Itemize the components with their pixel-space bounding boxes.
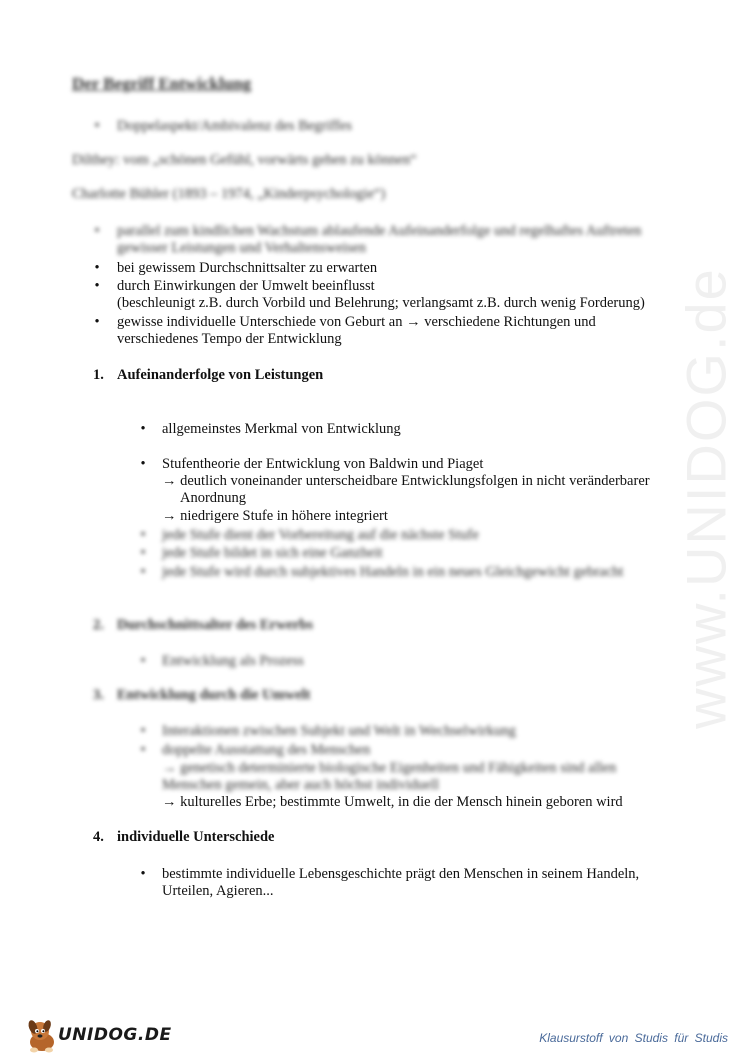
- arrow-line: → deutlich voneinander unterscheidbare Entwicklungsfolgen in nicht veränderbarer: [162, 473, 650, 489]
- bullet-marker: •: [94, 223, 100, 239]
- list-item: Entwicklung als Prozess: [162, 653, 304, 669]
- footer-tagline: Klausurstoff von Studis für Studis: [539, 1031, 728, 1045]
- list-item: jede Stufe dient der Vorbereitung auf die nächste Stufe: [162, 527, 479, 543]
- list-item: gewisse individuelle Unterschiede von Geburt an → verschiedene Richtungen und: [117, 314, 596, 330]
- bullet-marker: •: [140, 723, 146, 739]
- list-item: allgemeinstes Merkmal von Entwicklung: [162, 421, 401, 437]
- bullet-marker: •: [140, 421, 146, 437]
- section-number: 3.: [93, 687, 104, 703]
- bullet-marker: •: [140, 866, 146, 882]
- section-heading: Entwicklung durch die Umwelt: [117, 687, 311, 703]
- list-item-continuation: gewisser Leistungen und Verhaltensweisen: [117, 240, 366, 256]
- list-item: durch Einwirkungen der Umwelt beeinflusst: [117, 278, 375, 294]
- buehler-line: Charlotte Bühler (1893 – 1974, „Kinderpsychologie“): [72, 186, 386, 202]
- section-heading: individuelle Unterschiede: [117, 829, 275, 845]
- list-item: parallel zum kindlichen Wachstum ablaufende Aufeinanderfolge und regelhaftes Auftreten: [117, 223, 642, 239]
- bullet-marker: •: [140, 456, 146, 472]
- arrow-line-continuation: Anordnung: [180, 490, 247, 506]
- arrow-line-continuation: Menschen gemein, aber auch höchst individuell: [162, 777, 440, 793]
- arrow-line: → kulturelles Erbe; bestimmte Umwelt, in die der Mensch hinein geboren wird: [162, 794, 623, 810]
- list-item-continuation: (beschleunigt z.B. durch Vorbild und Belehrung; verlangsamt z.B. durch wenig Forderung): [117, 295, 645, 311]
- bullet-marker: •: [140, 527, 146, 543]
- section-number: 1.: [93, 367, 104, 383]
- watermark: www.UNIDOG.de: [674, 267, 738, 729]
- intro-bullet: Doppelaspekt/Ambivalenz des Begriffes: [117, 118, 352, 134]
- list-item: bei gewissem Durchschnittsalter zu erwarten: [117, 260, 378, 276]
- list-item: jede Stufe wird durch subjektives Handeln in ein neues Gleichgewicht gebracht: [162, 564, 624, 580]
- bullet-marker: •: [94, 314, 100, 330]
- bullet-marker: •: [140, 564, 146, 580]
- bullet-marker: •: [140, 545, 146, 561]
- bullet-marker: •: [94, 118, 100, 134]
- bullet-marker: •: [140, 742, 146, 758]
- dilthey-line: Dilthey: vom „schönen Gefühl, vorwärts gehen zu können“: [72, 152, 417, 168]
- bullet-marker: •: [94, 278, 100, 294]
- logo-text: UNIDOG.DE: [58, 1025, 172, 1045]
- list-item-continuation: Urteilen, Agieren...: [162, 883, 274, 899]
- section-number: 2.: [93, 617, 104, 633]
- section-number: 4.: [93, 829, 104, 845]
- list-item-continuation: verschiedenes Tempo der Entwicklung: [117, 331, 342, 347]
- section-heading: Durchschnittsalter des Erwerbs: [117, 617, 314, 633]
- section-heading: Aufeinanderfolge von Leistungen: [117, 367, 324, 383]
- dog-logo-icon: [22, 1015, 62, 1055]
- bullet-marker: •: [94, 260, 100, 276]
- bullet-marker: •: [140, 653, 146, 669]
- list-item: jede Stufe bildet in sich eine Ganzheit: [162, 545, 383, 561]
- list-item: bestimmte individuelle Lebensgeschichte prägt den Menschen in seinem Handeln,: [162, 866, 640, 882]
- arrow-line: → genetisch determinierte biologische Eigenheiten und Fähigkeiten sind allen: [162, 760, 617, 776]
- list-item: Stufentheorie der Entwicklung von Baldwin und Piaget: [162, 456, 484, 472]
- list-item: doppelte Ausstattung des Menschen: [162, 742, 371, 758]
- page-title: Der Begriff Entwicklung: [72, 74, 252, 93]
- list-item: Interaktionen zwischen Subjekt und Welt in Wechselwirkung: [162, 723, 516, 739]
- arrow-line: → niedrigere Stufe in höhere integriert: [162, 508, 388, 524]
